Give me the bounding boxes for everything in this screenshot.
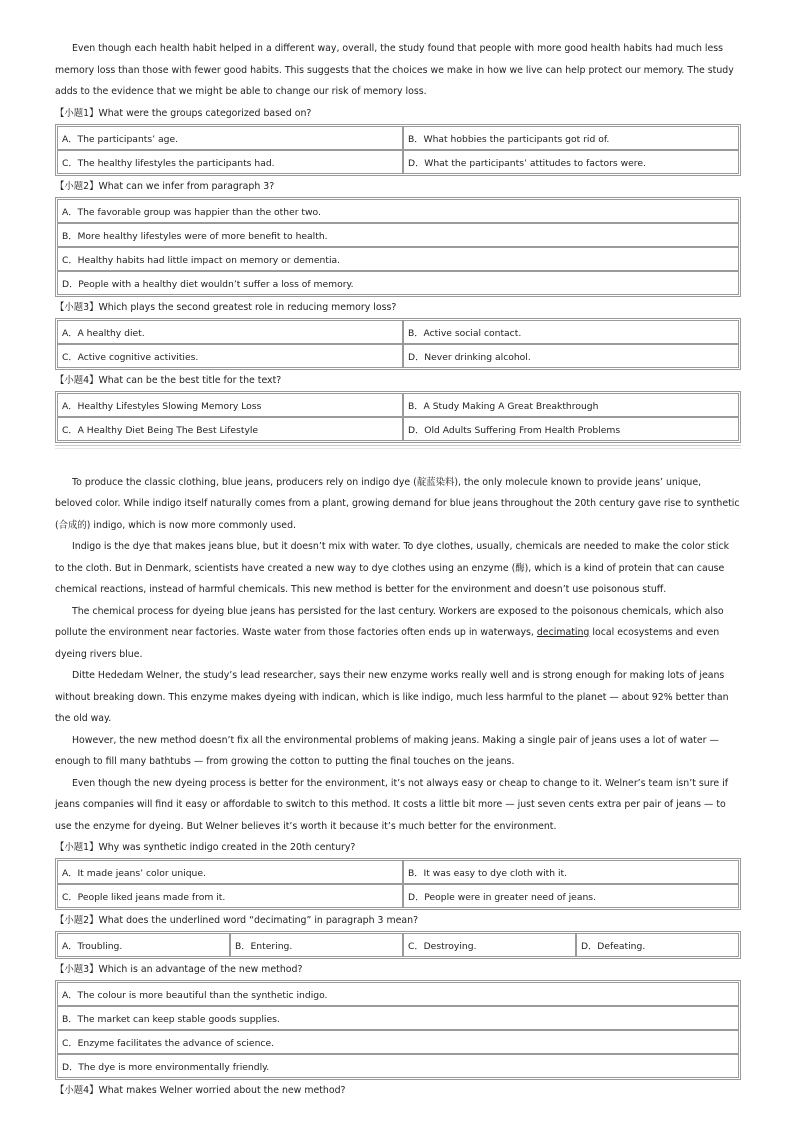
question-stem: 【小题4】What makes Welner worried about the new method? (55, 1085, 346, 1096)
option-d[interactable]: D．People were in greater need of jeans. (403, 884, 739, 908)
option-a[interactable]: A．The colour is more beautiful than the synthetic indigo. (57, 982, 739, 1006)
options-table (55, 197, 741, 297)
passage2-paragraph-3 (55, 601, 741, 666)
option-b[interactable]: B．A Study Making A Great Breakthrough (403, 393, 739, 417)
question-stem: 【小题1】What were the groups categorized based on? (55, 107, 312, 119)
options-table (55, 931, 741, 959)
question-stem: 【小题4】What can be the best title for the text? (55, 374, 282, 386)
passage2-paragraph-4: Ditte Hededam Welner, the study’s lead researcher, says their new enzyme works really well and is strong enough for making lots of jeans without breaking down. This enzyme makes dyeing with indican, which is like indigo, much less harmful to the planet — about 92% better than the old way. (55, 670, 729, 724)
option-a[interactable]: A．The participants’ age. (57, 126, 403, 150)
paragraph-text: local ecosystems and even dyeing rivers blue. (55, 627, 720, 660)
option-c[interactable]: C．Healthy habits had little impact on memory or dementia. (57, 247, 739, 271)
option-a[interactable]: A．A healthy diet. (57, 320, 403, 344)
option-c[interactable]: C．Active cognitive activities. (57, 344, 403, 368)
option-b[interactable]: B．Entering. (230, 933, 403, 957)
question-stem: 【小题1】Why was synthetic indigo created in the 20th century? (55, 842, 356, 853)
option-b[interactable]: B．More healthy lifestyles were of more benefit to health. (57, 223, 739, 247)
option-d[interactable]: D．Defeating. (576, 933, 739, 957)
options-table (55, 124, 741, 176)
options-table (55, 980, 741, 1080)
options-table (55, 391, 741, 443)
option-c[interactable]: C．Enzyme facilitates the advance of science. (57, 1030, 739, 1054)
passage2-paragraph-5: However, the new method doesn’t fix all the environmental problems of making jeans. Making a single pair of jeans uses a lot of water — enough to fill many bathtubs — from growing the cotton to putting the final touches on the jeans. (55, 734, 719, 767)
passage2-paragraph-2: Indigo is the dye that makes jeans blue, but it doesn’t mix with water. To dye clothes, usually, chemicals are needed to make the color stick to the cloth. But in Denmark, scientists have created a new way to dye clothes using an enzyme (酶), which is a kind of protein that can cause chemical reactions, instead of harmful chemicals. This new method is better for the environment and doesn’t use poisonous stuff. (55, 541, 730, 595)
passage2-paragraph-1: To produce the classic clothing, blue jeans, producers rely on indigo dye (靛蓝染料), the only molecule known to provide jeans’ unique, beloved color. While indigo itself naturally comes from a plant, growing demand for blue jeans throughout the 20th century gave rise to synthetic (合成的) indigo, which is now more commonly used. (55, 476, 740, 531)
underlined-word: decimating (536, 627, 590, 638)
option-a[interactable]: A．Healthy Lifestyles Slowing Memory Loss (57, 393, 403, 417)
option-c[interactable]: C．Destroying. (403, 933, 576, 957)
option-d[interactable]: D．Never drinking alcohol. (403, 344, 739, 368)
option-b[interactable]: B．It was easy to dye cloth with it. (403, 860, 739, 884)
passage2-paragraph-6: Even though the new dyeing process is better for the environment, it’s not always easy or cheap to change to it. Welner’s team isn’t sure if jeans companies will find it easy or affordable to switch to this method. It costs a little bit more — just seven cents extra per pair of jeans — to use the enzyme for dyeing. But Welner believes it’s worth it because it’s much better for the environment. (55, 777, 729, 832)
question-stem: 【小题3】Which is an advantage of the new method? (55, 964, 303, 975)
option-d[interactable]: D．People with a healthy diet wouldn’t suffer a loss of memory. (57, 271, 739, 295)
option-d[interactable]: D．What the participants’ attitudes to factors were. (403, 150, 739, 174)
option-d[interactable]: D．The dye is more environmentally friendly. (57, 1054, 739, 1078)
option-b[interactable]: B．What hobbies the participants got rid of. (403, 126, 739, 150)
option-d[interactable]: D．Old Adults Suffering From Health Problems (403, 417, 739, 441)
document-page (55, 0, 741, 1101)
options-table (55, 318, 741, 370)
passage1-closing-paragraph: Even though each health habit helped in a different way, overall, the study found that people with more good health habits had much less memory loss than those with fewer good habits. This suggests that the choices we make in how we live can help protect our memory. The study adds to the evidence that we might be able to change our risk of memory loss. (55, 43, 734, 97)
option-c[interactable]: C．People liked jeans made from it. (57, 884, 403, 908)
option-a[interactable]: A．Troubling. (57, 933, 230, 957)
option-b[interactable]: B．The market can keep stable goods supplies. (57, 1006, 739, 1030)
question-stem: 【小题2】What can we infer from paragraph 3? (55, 180, 275, 192)
option-a[interactable]: A．The favorable group was happier than the other two. (57, 199, 739, 223)
question-stem: 【小题3】Which plays the second greatest role in reducing memory loss? (55, 301, 397, 313)
option-c[interactable]: C．The healthy lifestyles the participants had. (57, 150, 403, 174)
option-c[interactable]: C．A Healthy Diet Being The Best Lifestyle (57, 417, 403, 441)
option-b[interactable]: B．Active social contact. (403, 320, 739, 344)
options-table (55, 858, 741, 910)
paragraph-text: The chemical process for dyeing blue jeans has persisted for the last century. Workers are exposed to the poisonous chemicals, which also pollute the environment near factories. Waste water from those factories often ends up in waterways, (55, 605, 724, 638)
question-stem: 【小题2】What does the underlined word “decimating” in paragraph 3 mean? (55, 915, 419, 926)
option-a[interactable]: A．It made jeans’ color unique. (57, 860, 403, 884)
